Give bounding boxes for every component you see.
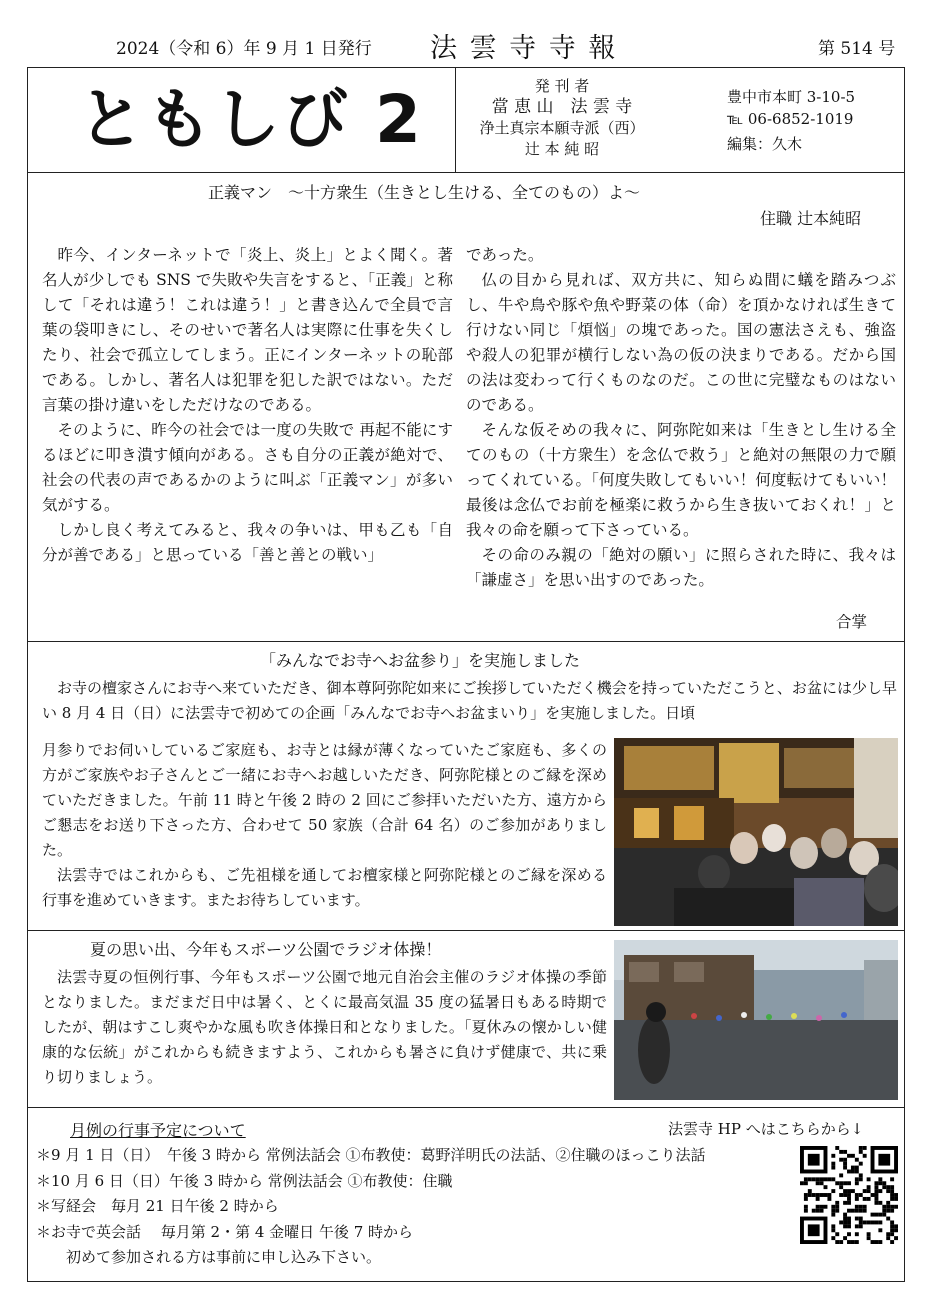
divider: [27, 1107, 905, 1108]
paragraph: しかし良く考えてみると、我々の争いは、甲も乙も「自分が善である」と思っている「善と善との戦い」: [42, 521, 453, 564]
issue-date: 2024（令和 6）年 9 月 1 日発行: [116, 39, 372, 59]
qr-code-graphic: [800, 1146, 898, 1244]
radio-exercise-illustration: [614, 940, 898, 1100]
divider: [27, 930, 905, 931]
temple-interior-illustration: [614, 738, 898, 926]
article2-side: [42, 738, 607, 913]
publisher-block: [462, 76, 662, 160]
article3-title: 夏の思い出、今年もスポーツ公園でラジオ体操！: [90, 940, 442, 959]
article1-right-column: [466, 243, 896, 593]
issue-number: 第 514 号: [818, 39, 896, 59]
paragraph: 仏の目から見れば、双方共に、知らぬ間に蟻を踏みつぶし、牛や鳥や豚や魚や野菜の体（命）を頂かなければ生きて行けない同じ「煩悩」の塊であった。国の憲法さえも、強盗や殺人の犯罪が横行しない為の仮の決まりである。だから国の法は変わって行くものなのだ。この世に完璧なものはないのである。: [466, 271, 896, 414]
temple-name: 當 恵 山 法 雲 寺: [491, 97, 633, 117]
sect-name: 浄土真宗本願寺派（西）: [479, 119, 645, 137]
paper-title: 法 雲 寺 寺 報: [430, 33, 618, 64]
logo-title: ともしび 2: [78, 81, 423, 158]
schedule-note: 初めて参加される方は事前に申し込み下さい。: [66, 1248, 382, 1266]
article1-author: 住職 辻本純昭: [760, 209, 862, 228]
paragraph: そのように、昨今の社会では一度の失敗で 再起不能にするほどに叩き潰す傾向がある。さも自分の正義が絶対で、社会の代表の声であるかのように叫ぶ「正義マン」が多い気がする。: [42, 421, 453, 514]
article2-intro: お寺の檀家さんにお寺へ来ていただき、御本尊阿弥陀如来にご挨拶していただく機会を持っていただこうと、お盆には少し早い 8 月 4 日（日）に法雲寺で初めての企画「みんなでお寺へお盆まいり」を実施しました。日頃: [42, 679, 897, 722]
article3-body: 法雲寺夏の恒例行事、今年もスポーツ公園で地元自治会主催のラジオ体操の季節となりました。まだまだ日中は暑く、とくに最高気温 35 度の猛暑日もある時期でしたが、朝はすこし爽やかな風も吹き体操日和となりました。「夏休みの懐かしい健康的な伝統」がこれからも続きますよう、これからも暑さに負けず健康で、共に乗り切りましょう。: [42, 968, 607, 1086]
schedule-list: [36, 1143, 806, 1271]
article2-title: 「みんなでお寺へお盆参り」を実施しました: [260, 651, 581, 670]
publisher-label: 発 刊 者: [534, 77, 590, 95]
schedule-item: ＊写経会 毎月 21 日午後 2 時から: [36, 1197, 279, 1215]
closing-gassho: 合掌: [836, 613, 868, 631]
schedule-item: ＊10 月 6 日（日）午後 3 時から 常例法話会 ①布教使：住職: [36, 1171, 453, 1190]
paragraph: そんな仮そめの我々に、阿弥陀如来は「生きとし生ける全てのもの（十方衆生）を念仏で救う」と絶対の無限の力で願ってくれている。「何度失敗してもいい！何度転けてもいい！最後は念仏でお前を極楽に救うから生き抜いておくれ！」と我々の命を願って下さっている。: [466, 421, 896, 539]
contact-block: [727, 86, 855, 155]
article1-left-column: [42, 243, 453, 568]
phone: ℡ 06-6852-1019: [727, 110, 854, 128]
paragraph: その命のみ親の「絶対の願い」に照らされた時に、我々は「謙虚さ」を思い出すのであった。: [466, 546, 896, 589]
schedule-item: ＊9 月 1 日（日） 午後 3 時から 常例法話会 ①布教使：葛野洋明氏の法話、②住職のほっこり法話: [36, 1146, 706, 1164]
divider: [455, 67, 456, 172]
editor: 編集：久木: [727, 135, 803, 153]
publisher-name: 辻 本 純 昭: [524, 140, 600, 158]
qr-code-icon[interactable]: [800, 1146, 898, 1244]
divider: [27, 172, 905, 173]
schedule-title: 月例の行事予定について: [70, 1121, 246, 1140]
paragraph: 昨今、インターネットで「炎上、炎上」とよく聞く。著名人が少しでも SNS で失敗や失言をすると、「正義」と称して「それは違う！これは違う！」と書き込んで全員で言葉の袋叩きにし、そのせいで著名人は実際に仕事を失くしたり、社会で孤立してしまう。正にインターネットの恥部である。しかし、著名人は犯罪を犯した訳ではない。ただ言葉の掛け違いをしただけなのである。: [42, 246, 453, 414]
divider: [27, 641, 905, 642]
address: 豊中市本町 3-10-5: [727, 88, 856, 106]
hp-link-label[interactable]: 法雲寺 HP へはこちらから↓: [668, 1120, 864, 1138]
paragraph: 月参りでお伺いしているご家庭も、お寺とは縁が薄くなっていたご家庭も、多くの方がご家族やお子さんとご一緒にお寺へお越しいただき、阿弥陀様とのご縁を深めていただきました。午前 11 時と午後 2 時の 2 回にご参拝いただいた方、遠方からご懇志をお送り下さった方、合わせて 50 家族（合計 64 名）のご参加がありました。: [42, 741, 607, 859]
article1-title: 正義マン ～十方衆生（生きとし生ける、全てのもの）よ～: [208, 183, 641, 202]
temple-interior-photo: [614, 738, 898, 926]
paragraph: 法雲寺ではこれからも、ご先祖様を通してお檀家様と阿弥陀様とのご縁を深める行事を進めていきます。またお待ちしています。: [42, 866, 607, 909]
radio-exercise-photo: [614, 940, 898, 1100]
schedule-item: ＊お寺で英会話 毎月第 2・第 4 金曜日 午後 7 時から: [36, 1222, 414, 1241]
paragraph: であった。: [466, 246, 544, 264]
